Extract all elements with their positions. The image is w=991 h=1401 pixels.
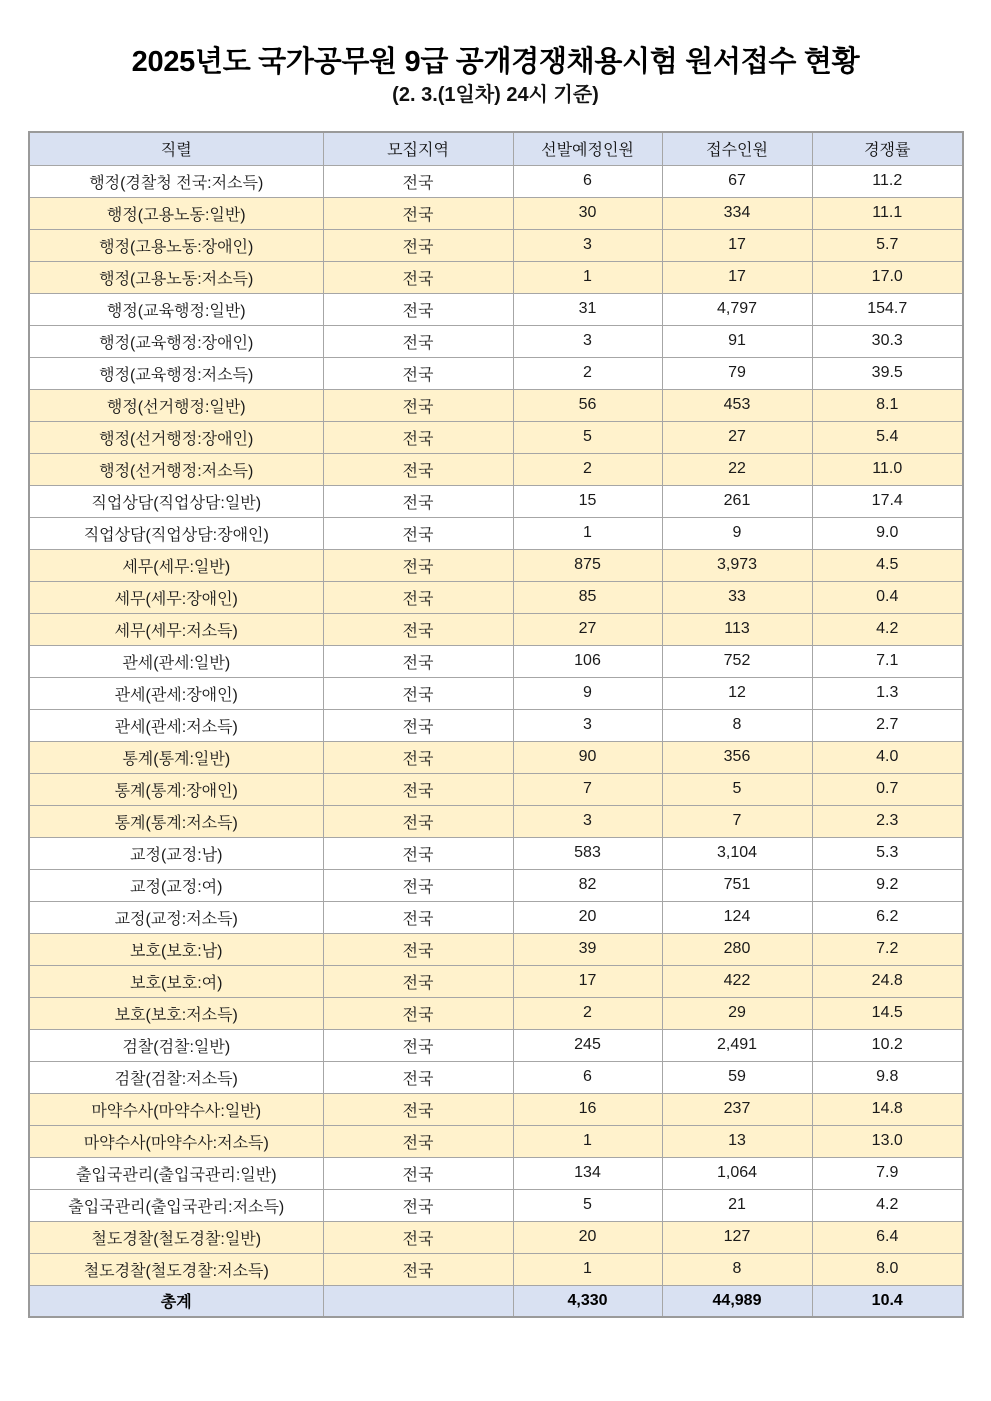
table-row xyxy=(29,997,963,1029)
table-row xyxy=(29,1061,963,1093)
table-row xyxy=(29,1189,963,1221)
ratio-cell: 9.2 xyxy=(812,869,963,901)
applicant-count-cell: 3,104 xyxy=(662,837,812,869)
ratio-cell: 154.7 xyxy=(812,293,963,325)
series-cell: 검찰(검찰:저소득) xyxy=(29,1061,323,1093)
applicant-count-cell: 8 xyxy=(662,709,812,741)
series-cell: 교정(교정:남) xyxy=(29,837,323,869)
table-row xyxy=(29,229,963,261)
series-cell: 세무(세무:저소득) xyxy=(29,613,323,645)
ratio-cell: 17.4 xyxy=(812,485,963,517)
planned-count-cell: 82 xyxy=(513,869,662,901)
planned-count-cell: 1 xyxy=(513,261,662,293)
applicant-count-cell: 17 xyxy=(662,229,812,261)
region-cell: 전국 xyxy=(323,1253,513,1285)
table-row xyxy=(29,869,963,901)
total-label-cell: 총계 xyxy=(29,1285,323,1317)
table-row xyxy=(29,741,963,773)
table-row xyxy=(29,389,963,421)
region-cell: 전국 xyxy=(323,645,513,677)
table-row xyxy=(29,1157,963,1189)
planned-count-cell: 30 xyxy=(513,197,662,229)
region-cell: 전국 xyxy=(323,869,513,901)
ratio-cell: 9.8 xyxy=(812,1061,963,1093)
series-cell: 행정(선거행정:일반) xyxy=(29,389,323,421)
ratio-cell: 9.0 xyxy=(812,517,963,549)
planned-count-cell: 3 xyxy=(513,325,662,357)
series-cell: 직업상담(직업상담:장애인) xyxy=(29,517,323,549)
series-cell: 행정(고용노동:일반) xyxy=(29,197,323,229)
series-cell: 철도경찰(철도경찰:저소득) xyxy=(29,1253,323,1285)
ratio-cell: 11.2 xyxy=(812,165,963,197)
total-planned-cell: 4,330 xyxy=(513,1285,662,1317)
planned-count-cell: 2 xyxy=(513,997,662,1029)
planned-count-cell: 16 xyxy=(513,1093,662,1125)
applicant-count-cell: 12 xyxy=(662,677,812,709)
applicant-count-cell: 237 xyxy=(662,1093,812,1125)
series-cell: 보호(보호:저소득) xyxy=(29,997,323,1029)
region-cell: 전국 xyxy=(323,613,513,645)
applicant-count-cell: 59 xyxy=(662,1061,812,1093)
planned-count-cell: 875 xyxy=(513,549,662,581)
table-row xyxy=(29,453,963,485)
planned-count-cell: 20 xyxy=(513,1221,662,1253)
column-header-region: 모집지역 xyxy=(323,132,513,165)
planned-count-cell: 27 xyxy=(513,613,662,645)
applicant-count-cell: 113 xyxy=(662,613,812,645)
series-cell: 보호(보호:남) xyxy=(29,933,323,965)
applicant-count-cell: 261 xyxy=(662,485,812,517)
applicant-count-cell: 751 xyxy=(662,869,812,901)
table-row xyxy=(29,1221,963,1253)
applicant-count-cell: 9 xyxy=(662,517,812,549)
applicant-count-cell: 13 xyxy=(662,1125,812,1157)
ratio-cell: 7.2 xyxy=(812,933,963,965)
applicant-count-cell: 334 xyxy=(662,197,812,229)
applicant-count-cell: 27 xyxy=(662,421,812,453)
ratio-cell: 7.9 xyxy=(812,1157,963,1189)
planned-count-cell: 17 xyxy=(513,965,662,997)
table-row xyxy=(29,1093,963,1125)
region-cell: 전국 xyxy=(323,933,513,965)
table-row xyxy=(29,805,963,837)
planned-count-cell: 9 xyxy=(513,677,662,709)
applicant-count-cell: 422 xyxy=(662,965,812,997)
series-cell: 행정(교육행정:일반) xyxy=(29,293,323,325)
applicant-count-cell: 21 xyxy=(662,1189,812,1221)
series-cell: 행정(선거행정:저소득) xyxy=(29,453,323,485)
region-cell: 전국 xyxy=(323,581,513,613)
series-cell: 행정(교육행정:저소득) xyxy=(29,357,323,389)
region-cell: 전국 xyxy=(323,261,513,293)
region-cell: 전국 xyxy=(323,1157,513,1189)
series-cell: 교정(교정:여) xyxy=(29,869,323,901)
table-row xyxy=(29,773,963,805)
region-cell: 전국 xyxy=(323,517,513,549)
table-row xyxy=(29,293,963,325)
series-cell: 관세(관세:저소득) xyxy=(29,709,323,741)
region-cell: 전국 xyxy=(323,1061,513,1093)
region-cell: 전국 xyxy=(323,1221,513,1253)
table-row xyxy=(29,645,963,677)
ratio-cell: 2.3 xyxy=(812,805,963,837)
region-cell: 전국 xyxy=(323,1093,513,1125)
applicant-count-cell: 356 xyxy=(662,741,812,773)
ratio-cell: 6.4 xyxy=(812,1221,963,1253)
table-row xyxy=(29,197,963,229)
planned-count-cell: 3 xyxy=(513,805,662,837)
ratio-cell: 4.2 xyxy=(812,613,963,645)
ratio-cell: 2.7 xyxy=(812,709,963,741)
table-row xyxy=(29,613,963,645)
planned-count-cell: 20 xyxy=(513,901,662,933)
ratio-cell: 5.3 xyxy=(812,837,963,869)
ratio-cell: 8.0 xyxy=(812,1253,963,1285)
series-cell: 관세(관세:장애인) xyxy=(29,677,323,709)
region-cell: 전국 xyxy=(323,1189,513,1221)
series-cell: 행정(고용노동:저소득) xyxy=(29,261,323,293)
series-cell: 세무(세무:일반) xyxy=(29,549,323,581)
table-row xyxy=(29,677,963,709)
ratio-cell: 0.4 xyxy=(812,581,963,613)
series-cell: 관세(관세:일반) xyxy=(29,645,323,677)
planned-count-cell: 31 xyxy=(513,293,662,325)
ratio-cell: 10.2 xyxy=(812,1029,963,1061)
planned-count-cell: 6 xyxy=(513,165,662,197)
applicant-count-cell: 91 xyxy=(662,325,812,357)
ratio-cell: 7.1 xyxy=(812,645,963,677)
region-cell: 전국 xyxy=(323,325,513,357)
total-applicants-cell: 44,989 xyxy=(662,1285,812,1317)
region-cell: 전국 xyxy=(323,357,513,389)
applicant-count-cell: 5 xyxy=(662,773,812,805)
document-subtitle: (2. 3.(1일차) 24시 기준) xyxy=(392,84,599,106)
planned-count-cell: 2 xyxy=(513,453,662,485)
table-row xyxy=(29,709,963,741)
table-row xyxy=(29,1029,963,1061)
region-cell: 전국 xyxy=(323,229,513,261)
applicant-count-cell: 4,797 xyxy=(662,293,812,325)
planned-count-cell: 85 xyxy=(513,581,662,613)
table-body xyxy=(29,165,963,1285)
table-row xyxy=(29,261,963,293)
ratio-cell: 4.2 xyxy=(812,1189,963,1221)
applicant-count-cell: 280 xyxy=(662,933,812,965)
table-row xyxy=(29,933,963,965)
planned-count-cell: 134 xyxy=(513,1157,662,1189)
planned-count-cell: 245 xyxy=(513,1029,662,1061)
region-cell: 전국 xyxy=(323,741,513,773)
ratio-cell: 0.7 xyxy=(812,773,963,805)
ratio-cell: 14.8 xyxy=(812,1093,963,1125)
ratio-cell: 5.4 xyxy=(812,421,963,453)
applicant-count-cell: 67 xyxy=(662,165,812,197)
planned-count-cell: 56 xyxy=(513,389,662,421)
table-row xyxy=(29,965,963,997)
planned-count-cell: 1 xyxy=(513,1253,662,1285)
applicant-count-cell: 17 xyxy=(662,261,812,293)
applicant-count-cell: 453 xyxy=(662,389,812,421)
table-row xyxy=(29,325,963,357)
planned-count-cell: 2 xyxy=(513,357,662,389)
table-row xyxy=(29,901,963,933)
series-cell: 출입국관리(출입국관리:일반) xyxy=(29,1157,323,1189)
total-ratio-cell: 10.4 xyxy=(812,1285,963,1317)
applicant-count-cell: 79 xyxy=(662,357,812,389)
series-cell: 마약수사(마약수사:저소득) xyxy=(29,1125,323,1157)
planned-count-cell: 15 xyxy=(513,485,662,517)
planned-count-cell: 5 xyxy=(513,421,662,453)
ratio-cell: 17.0 xyxy=(812,261,963,293)
table-row xyxy=(29,581,963,613)
applicant-count-cell: 3,973 xyxy=(662,549,812,581)
region-cell: 전국 xyxy=(323,421,513,453)
planned-count-cell: 7 xyxy=(513,773,662,805)
ratio-cell: 30.3 xyxy=(812,325,963,357)
region-cell: 전국 xyxy=(323,965,513,997)
region-cell: 전국 xyxy=(323,197,513,229)
table-row xyxy=(29,517,963,549)
planned-count-cell: 6 xyxy=(513,1061,662,1093)
column-header-planned: 선발예정인원 xyxy=(513,132,662,165)
applicant-count-cell: 29 xyxy=(662,997,812,1029)
ratio-cell: 24.8 xyxy=(812,965,963,997)
region-cell: 전국 xyxy=(323,677,513,709)
ratio-cell: 14.5 xyxy=(812,997,963,1029)
application-status-table xyxy=(28,131,964,1318)
table-row xyxy=(29,837,963,869)
applicant-count-cell: 22 xyxy=(662,453,812,485)
column-header-series: 직렬 xyxy=(29,132,323,165)
series-cell: 행정(교육행정:장애인) xyxy=(29,325,323,357)
ratio-cell: 11.1 xyxy=(812,197,963,229)
series-cell: 행정(경찰청 전국:저소득) xyxy=(29,165,323,197)
ratio-cell: 8.1 xyxy=(812,389,963,421)
table-row xyxy=(29,357,963,389)
applicant-count-cell: 7 xyxy=(662,805,812,837)
ratio-cell: 5.7 xyxy=(812,229,963,261)
region-cell: 전국 xyxy=(323,805,513,837)
region-cell: 전국 xyxy=(323,165,513,197)
region-cell: 전국 xyxy=(323,901,513,933)
series-cell: 통계(통계:장애인) xyxy=(29,773,323,805)
region-cell: 전국 xyxy=(323,997,513,1029)
series-cell: 마약수사(마약수사:일반) xyxy=(29,1093,323,1125)
region-cell: 전국 xyxy=(323,1029,513,1061)
region-cell: 전국 xyxy=(323,709,513,741)
region-cell: 전국 xyxy=(323,485,513,517)
applicant-count-cell: 1,064 xyxy=(662,1157,812,1189)
ratio-cell: 13.0 xyxy=(812,1125,963,1157)
ratio-cell: 4.5 xyxy=(812,549,963,581)
planned-count-cell: 90 xyxy=(513,741,662,773)
series-cell: 통계(통계:일반) xyxy=(29,741,323,773)
applicant-count-cell: 127 xyxy=(662,1221,812,1253)
table-row xyxy=(29,1253,963,1285)
table-row xyxy=(29,549,963,581)
planned-count-cell: 106 xyxy=(513,645,662,677)
series-cell: 직업상담(직업상담:일반) xyxy=(29,485,323,517)
region-cell: 전국 xyxy=(323,1125,513,1157)
series-cell: 검찰(검찰:일반) xyxy=(29,1029,323,1061)
planned-count-cell: 583 xyxy=(513,837,662,869)
region-cell: 전국 xyxy=(323,773,513,805)
planned-count-cell: 3 xyxy=(513,229,662,261)
table-row xyxy=(29,1125,963,1157)
total-row xyxy=(29,1285,963,1317)
series-cell: 통계(통계:저소득) xyxy=(29,805,323,837)
ratio-cell: 11.0 xyxy=(812,453,963,485)
ratio-cell: 39.5 xyxy=(812,357,963,389)
series-cell: 출입국관리(출입국관리:저소득) xyxy=(29,1189,323,1221)
region-cell: 전국 xyxy=(323,453,513,485)
column-header-applicants: 접수인원 xyxy=(662,132,812,165)
series-cell: 철도경찰(철도경찰:일반) xyxy=(29,1221,323,1253)
planned-count-cell: 1 xyxy=(513,517,662,549)
series-cell: 교정(교정:저소득) xyxy=(29,901,323,933)
ratio-cell: 1.3 xyxy=(812,677,963,709)
region-cell: 전국 xyxy=(323,837,513,869)
planned-count-cell: 39 xyxy=(513,933,662,965)
series-cell: 행정(고용노동:장애인) xyxy=(29,229,323,261)
document-title: 2025년도 국가공무원 9급 공개경쟁채용시험 원서접수 현황 xyxy=(131,46,860,78)
series-cell: 행정(선거행정:장애인) xyxy=(29,421,323,453)
column-header-ratio: 경쟁률 xyxy=(812,132,963,165)
total-region-cell xyxy=(323,1285,513,1317)
applicant-count-cell: 33 xyxy=(662,581,812,613)
planned-count-cell: 3 xyxy=(513,709,662,741)
planned-count-cell: 5 xyxy=(513,1189,662,1221)
region-cell: 전국 xyxy=(323,293,513,325)
applicant-count-cell: 8 xyxy=(662,1253,812,1285)
series-cell: 세무(세무:장애인) xyxy=(29,581,323,613)
planned-count-cell: 1 xyxy=(513,1125,662,1157)
table-row xyxy=(29,421,963,453)
series-cell: 보호(보호:여) xyxy=(29,965,323,997)
ratio-cell: 6.2 xyxy=(812,901,963,933)
table-row xyxy=(29,485,963,517)
table-header-row xyxy=(29,132,963,165)
region-cell: 전국 xyxy=(323,549,513,581)
region-cell: 전국 xyxy=(323,389,513,421)
table-row xyxy=(29,165,963,197)
ratio-cell: 4.0 xyxy=(812,741,963,773)
applicant-count-cell: 124 xyxy=(662,901,812,933)
applicant-count-cell: 752 xyxy=(662,645,812,677)
applicant-count-cell: 2,491 xyxy=(662,1029,812,1061)
